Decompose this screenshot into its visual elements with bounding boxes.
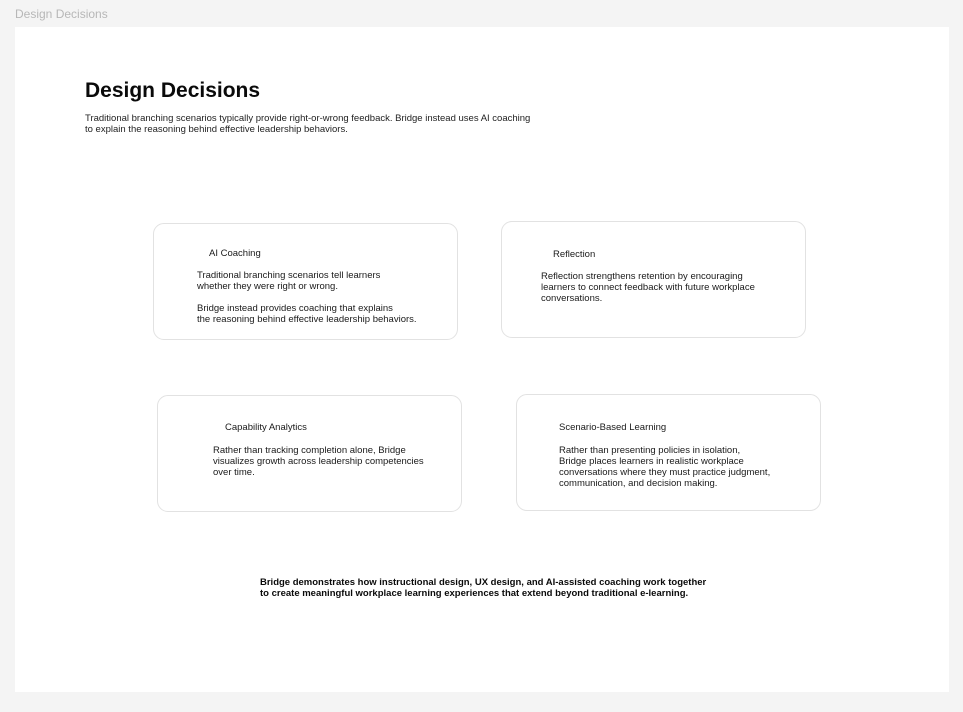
card-body-line: Reflection strengthens retention by encouraging (541, 271, 743, 282)
card-title: Reflection (553, 249, 596, 260)
card-body-line: learners to connect feedback with future workplace (541, 282, 755, 293)
card-body-line: Rather than presenting policies in isolation, (559, 445, 741, 456)
intro-line: Traditional branching scenarios typically provide right-or-wrong feedback. Bridge instead uses AI coaching (85, 113, 531, 124)
card-body (559, 445, 770, 489)
card-body-line: Traditional branching scenarios tell learners (197, 270, 381, 281)
card-body (541, 271, 755, 304)
closing-statement (260, 577, 706, 599)
intro-text (85, 113, 530, 135)
card-body-line: visualizes growth across leadership competencies (213, 456, 424, 467)
card-body-line: whether they were right or wrong. (197, 281, 338, 292)
card-capability-analytics (157, 395, 462, 512)
paragraph-spacer (197, 292, 417, 303)
frame-label[interactable]: Design Decisions (15, 7, 108, 21)
closing-line: to create meaningful workplace learning experiences that extend beyond traditional e-learning. (260, 588, 689, 599)
card-scenario-based-learning (516, 394, 821, 511)
card-body-line: Bridge places learners in realistic workplace (559, 456, 744, 467)
card-title: Scenario-Based Learning (559, 422, 667, 433)
design-decisions-frame (15, 27, 949, 692)
card-body-line: communication, and decision making. (559, 478, 718, 489)
card-body-line: Rather than tracking completion alone, Bridge (213, 445, 406, 456)
card-reflection (501, 221, 806, 338)
card-body (213, 445, 424, 478)
card-body-line: over time. (213, 467, 255, 478)
card-title: Capability Analytics (225, 422, 307, 433)
card-body-line: Bridge instead provides coaching that explains (197, 303, 393, 314)
card-ai-coaching (153, 223, 458, 340)
card-body-line: conversations. (541, 293, 603, 304)
card-title: AI Coaching (209, 248, 261, 259)
card-body-line: the reasoning behind effective leadership behaviors. (197, 314, 417, 325)
card-body (197, 270, 417, 325)
card-body-line: conversations where they must practice judgment, (559, 467, 771, 478)
intro-line: to explain the reasoning behind effective leadership behaviors. (85, 124, 348, 135)
closing-line: Bridge demonstrates how instructional design, UX design, and AI-assisted coaching work together (260, 577, 707, 588)
page-title: Design Decisions (85, 79, 261, 102)
